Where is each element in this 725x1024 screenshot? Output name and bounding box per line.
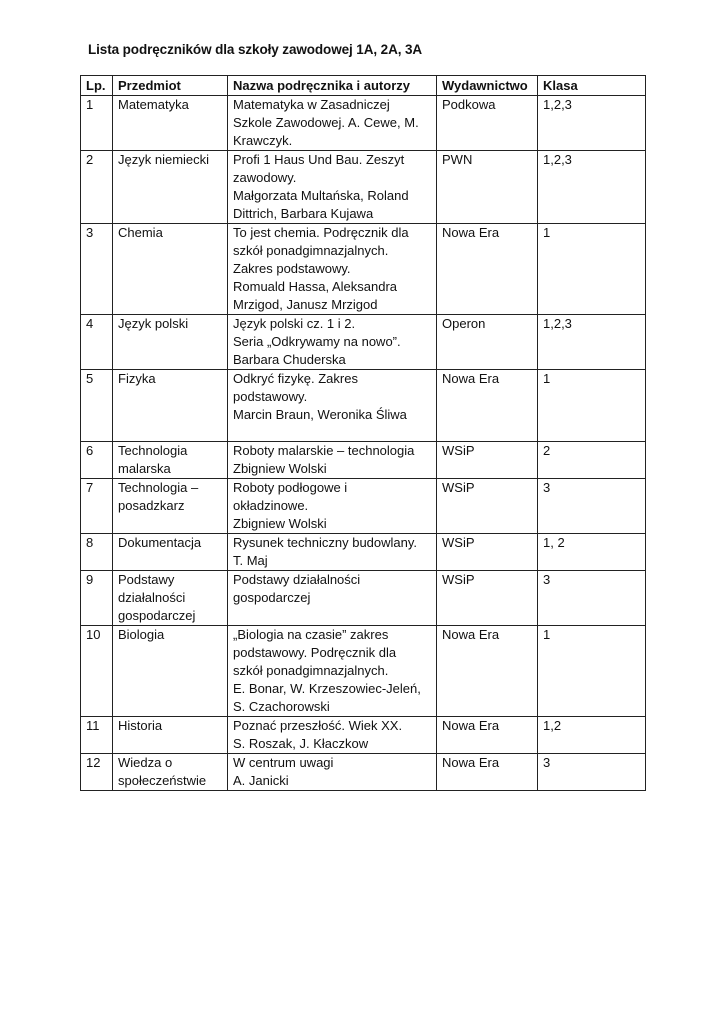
cell-subject-line: Chemia bbox=[118, 225, 163, 240]
cell-subject-line: Język niemiecki bbox=[118, 152, 210, 167]
table-row bbox=[81, 534, 646, 571]
cell-textbook-line: szkół ponadgimnazjalnych. bbox=[233, 243, 389, 258]
cell-textbook-line: S. Czachorowski bbox=[233, 699, 330, 714]
cell-subject-line: Dokumentacja bbox=[118, 535, 202, 550]
cell-subject bbox=[113, 754, 228, 791]
cell-lp: 1 bbox=[81, 96, 113, 151]
cell-class: 1,2,3 bbox=[538, 96, 646, 151]
table-row bbox=[81, 224, 646, 315]
cell-textbook-line: okładzinowe. bbox=[233, 498, 309, 513]
table-row bbox=[81, 754, 646, 791]
table-row bbox=[81, 315, 646, 370]
cell-subject bbox=[113, 717, 228, 754]
cell-subject-line: posadzkarz bbox=[118, 498, 185, 513]
cell-textbook-line: Podstawy działalności bbox=[233, 572, 361, 587]
cell-publisher: Nowa Era bbox=[437, 370, 538, 442]
header-textbook: Nazwa podręcznika i autorzy bbox=[228, 76, 437, 96]
cell-textbook-line: To jest chemia. Podręcznik dla bbox=[233, 225, 409, 240]
cell-class: 2 bbox=[538, 442, 646, 479]
cell-textbook-line: W centrum uwagi bbox=[233, 755, 334, 770]
cell-textbook-line: zawodowy. bbox=[233, 170, 297, 185]
header-class: Klasa bbox=[538, 76, 646, 96]
cell-subject-line: Wiedza o bbox=[118, 755, 173, 770]
cell-lp: 11 bbox=[81, 717, 113, 754]
cell-subject bbox=[113, 224, 228, 315]
cell-subject bbox=[113, 96, 228, 151]
cell-textbook-line: Szkole Zawodowej. A. Cewe, M. bbox=[233, 115, 419, 130]
table-row bbox=[81, 571, 646, 626]
cell-textbook bbox=[228, 370, 437, 442]
cell-textbook-line: T. Maj bbox=[233, 553, 268, 568]
cell-lp: 4 bbox=[81, 315, 113, 370]
cell-subject-line: Podstawy bbox=[118, 572, 175, 587]
cell-class: 1,2,3 bbox=[538, 315, 646, 370]
cell-textbook-line: Rysunek techniczny budowlany. bbox=[233, 535, 418, 550]
cell-textbook-line: Matematyka w Zasadniczej bbox=[233, 97, 390, 112]
cell-subject-line: Biologia bbox=[118, 627, 165, 642]
cell-class: 1 bbox=[538, 224, 646, 315]
cell-textbook bbox=[228, 717, 437, 754]
header-lp: Lp. bbox=[81, 76, 113, 96]
cell-class: 1,2,3 bbox=[538, 151, 646, 224]
cell-subject-line: gospodarczej bbox=[118, 608, 196, 623]
cell-subject-line: społeczeństwie bbox=[118, 773, 207, 788]
cell-textbook bbox=[228, 151, 437, 224]
cell-textbook-line: Zbigniew Wolski bbox=[233, 516, 327, 531]
cell-textbook-line: Roboty podłogowe i bbox=[233, 480, 348, 495]
cell-textbook bbox=[228, 224, 437, 315]
cell-lp: 5 bbox=[81, 370, 113, 442]
cell-lp: 3 bbox=[81, 224, 113, 315]
cell-textbook-line: szkół ponadgimnazjalnych. bbox=[233, 663, 389, 678]
cell-subject-line: Język polski bbox=[118, 316, 189, 331]
cell-subject bbox=[113, 571, 228, 626]
table-row bbox=[81, 717, 646, 754]
cell-publisher: Nowa Era bbox=[437, 626, 538, 717]
textbook-table bbox=[80, 75, 646, 791]
cell-class: 1,2 bbox=[538, 717, 646, 754]
cell-textbook-line: S. Roszak, J. Kłaczkow bbox=[233, 736, 369, 751]
cell-lp: 2 bbox=[81, 151, 113, 224]
cell-subject-line: Historia bbox=[118, 718, 163, 733]
cell-subject-line: Technologia – bbox=[118, 480, 199, 495]
cell-lp: 7 bbox=[81, 479, 113, 534]
cell-textbook-line: Język polski cz. 1 i 2. bbox=[233, 316, 356, 331]
cell-textbook-line: Barbara Chuderska bbox=[233, 352, 346, 367]
cell-textbook-line: Dittrich, Barbara Kujawa bbox=[233, 206, 374, 221]
cell-subject bbox=[113, 442, 228, 479]
cell-subject bbox=[113, 626, 228, 717]
cell-textbook-line: Odkryć fizykę. Zakres bbox=[233, 371, 358, 386]
cell-textbook bbox=[228, 534, 437, 571]
cell-textbook-line: Profi 1 Haus Und Bau. Zeszyt bbox=[233, 152, 405, 167]
cell-subject-line: Fizyka bbox=[118, 371, 156, 386]
cell-publisher: WSiP bbox=[437, 442, 538, 479]
cell-textbook-line: Roboty malarskie – technologia bbox=[233, 443, 415, 458]
cell-class: 1 bbox=[538, 626, 646, 717]
table-row bbox=[81, 442, 646, 479]
cell-textbook-line: Zakres podstawowy. bbox=[233, 261, 351, 276]
table-row bbox=[81, 96, 646, 151]
cell-textbook-line: podstawowy. bbox=[233, 389, 308, 404]
cell-class: 1, 2 bbox=[538, 534, 646, 571]
table-row bbox=[81, 479, 646, 534]
cell-subject bbox=[113, 534, 228, 571]
cell-publisher: Nowa Era bbox=[437, 754, 538, 791]
table-row bbox=[81, 626, 646, 717]
cell-textbook bbox=[228, 626, 437, 717]
cell-textbook-line: „Biologia na czasie” zakres bbox=[233, 627, 389, 642]
header-publisher: Wydawnictwo bbox=[437, 76, 538, 96]
cell-publisher: Nowa Era bbox=[437, 224, 538, 315]
cell-publisher: WSiP bbox=[437, 571, 538, 626]
cell-subject-line: malarska bbox=[118, 461, 171, 476]
cell-publisher: Operon bbox=[437, 315, 538, 370]
cell-textbook bbox=[228, 754, 437, 791]
cell-publisher: WSiP bbox=[437, 479, 538, 534]
cell-subject bbox=[113, 315, 228, 370]
cell-textbook-line: Poznać przeszłość. Wiek XX. bbox=[233, 718, 403, 733]
cell-class: 1 bbox=[538, 370, 646, 442]
cell-textbook bbox=[228, 571, 437, 626]
cell-textbook bbox=[228, 315, 437, 370]
cell-textbook-line: Krawczyk. bbox=[233, 133, 293, 148]
page-title: Lista podręczników dla szkoły zawodowej 1A, 2A, 3A bbox=[88, 42, 423, 57]
cell-textbook-line: gospodarczej bbox=[233, 590, 311, 605]
table-header-row bbox=[81, 76, 646, 96]
cell-textbook-line: Małgorzata Multańska, Roland bbox=[233, 188, 409, 203]
cell-textbook-line: Zbigniew Wolski bbox=[233, 461, 327, 476]
cell-textbook-line: Seria „Odkrywamy na nowo”. bbox=[233, 334, 401, 349]
cell-textbook-line: podstawowy. Podręcznik dla bbox=[233, 645, 397, 660]
cell-textbook bbox=[228, 479, 437, 534]
cell-subject-line: Matematyka bbox=[118, 97, 189, 112]
cell-textbook-line: E. Bonar, W. Krzeszowiec-Jeleń, bbox=[233, 681, 421, 696]
cell-textbook-line: A. Janicki bbox=[233, 773, 289, 788]
cell-subject-line: Technologia bbox=[118, 443, 188, 458]
table-row bbox=[81, 370, 646, 442]
cell-class: 3 bbox=[538, 754, 646, 791]
cell-textbook bbox=[228, 442, 437, 479]
cell-lp: 12 bbox=[81, 754, 113, 791]
header-subject: Przedmiot bbox=[113, 76, 228, 96]
cell-textbook bbox=[228, 96, 437, 151]
cell-lp: 9 bbox=[81, 571, 113, 626]
cell-textbook-line: Marcin Braun, Weronika Śliwa bbox=[233, 407, 407, 422]
table-body bbox=[81, 96, 646, 791]
cell-textbook-line: Mrzigod, Janusz Mrzigod bbox=[233, 297, 378, 312]
cell-class: 3 bbox=[538, 571, 646, 626]
cell-textbook-line: Romuald Hassa, Aleksandra bbox=[233, 279, 398, 294]
cell-subject bbox=[113, 151, 228, 224]
cell-class: 3 bbox=[538, 479, 646, 534]
cell-lp: 6 bbox=[81, 442, 113, 479]
cell-subject bbox=[113, 370, 228, 442]
table-row bbox=[81, 151, 646, 224]
cell-publisher: PWN bbox=[437, 151, 538, 224]
cell-lp: 8 bbox=[81, 534, 113, 571]
cell-subject bbox=[113, 479, 228, 534]
cell-publisher: WSiP bbox=[437, 534, 538, 571]
cell-publisher: Podkowa bbox=[437, 96, 538, 151]
cell-publisher: Nowa Era bbox=[437, 717, 538, 754]
cell-subject-line: działalności bbox=[118, 590, 186, 605]
cell-lp: 10 bbox=[81, 626, 113, 717]
